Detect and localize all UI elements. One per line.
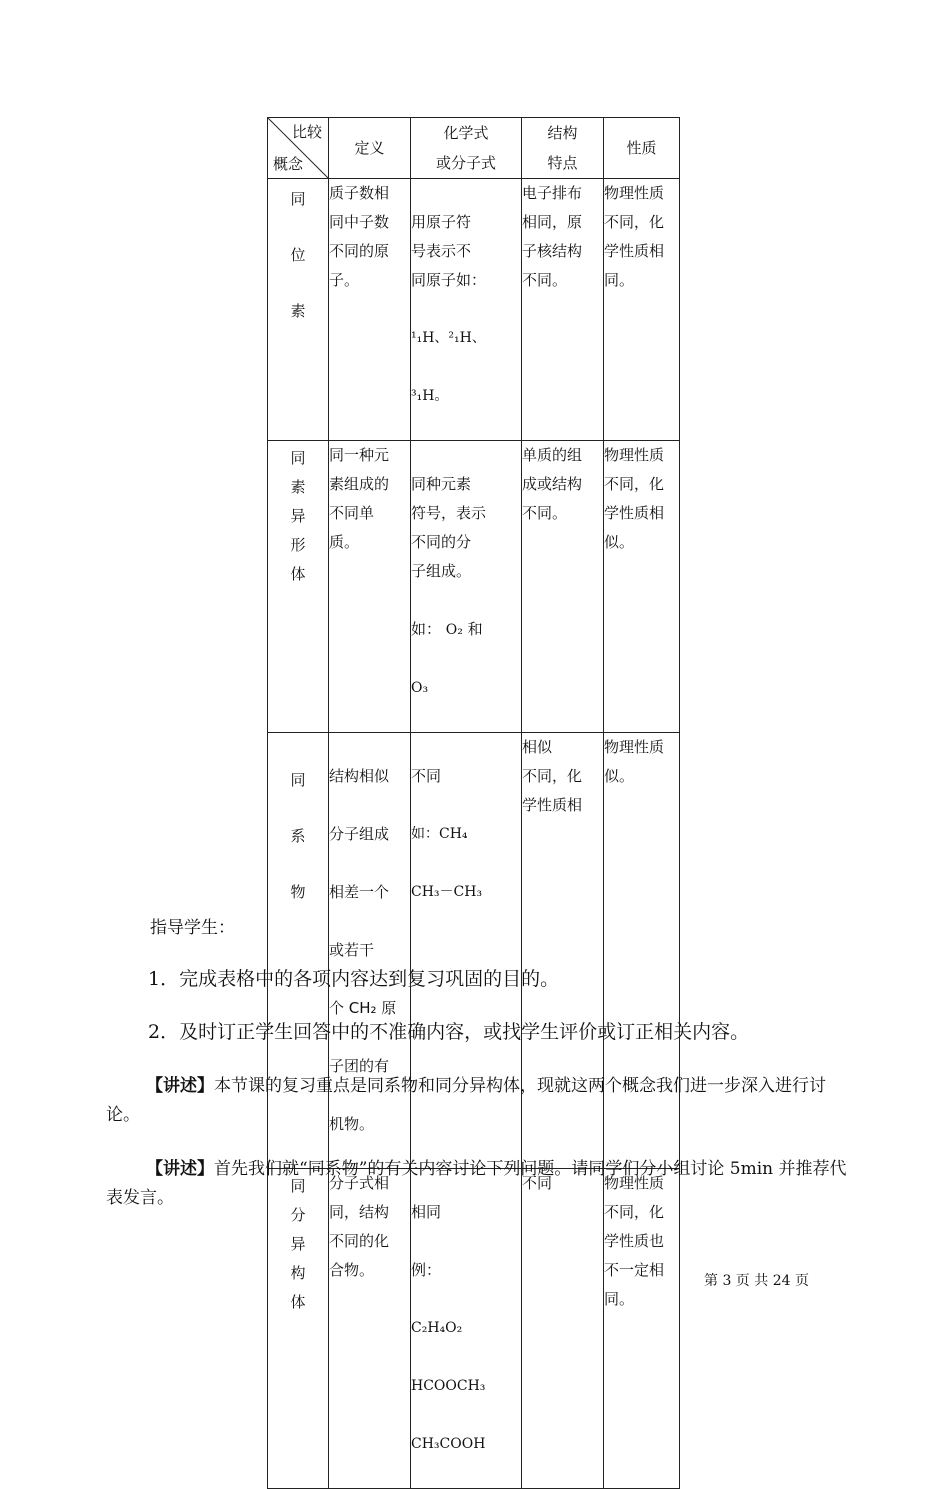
- corner-label-concept: 概念: [273, 155, 304, 173]
- concept-comparison-table: [267, 117, 680, 1489]
- isomer-structure: 不同: [522, 1169, 604, 1489]
- header-formula: 化学式 或分子式: [411, 118, 522, 179]
- guide-item-2: 2．及时订正学生回答中的不准确内容，或找学生评价或订正相关内容。: [148, 1021, 750, 1043]
- isotope-definition: 质子数相 同中子数 不同的原 子。: [329, 179, 411, 441]
- isomer-definition: 分子式相 同，结构 不同的化 合物。: [329, 1169, 411, 1489]
- guide-heading: 指导学生：: [150, 918, 235, 938]
- row-header-homolog: 同 系 物: [268, 733, 329, 1169]
- isotope-symbols-line-2: ³₁H。: [411, 388, 449, 404]
- allotrope-example: 如： O₂ 和: [411, 620, 483, 638]
- table-corner-cell: [268, 118, 329, 179]
- allotrope-structure: 单质的组 成或结构 不同。: [522, 441, 604, 733]
- table-row-isotope: [268, 179, 680, 441]
- isotope-property: 物理性质 不同，化 学性质相 同。: [604, 179, 680, 441]
- homolog-property: 物理性质 似。: [604, 733, 680, 1169]
- homolog-structure: 相似 不同，化 学性质相: [522, 733, 604, 1169]
- paragraph-text: 首先我们就“同系物”的有关内容讨论下列问题。请同学们分小组讨论 5min 并推荐代表发言。: [106, 1159, 847, 1208]
- paragraph-lead: 【讲述】: [146, 1076, 214, 1096]
- allotrope-formula: 同种元素 符号，表示 不同的分 子组成。 如： O₂ 和 O₃: [411, 441, 522, 733]
- lecture-paragraph-1: [106, 1072, 851, 1130]
- table-header-row: [268, 118, 680, 179]
- table-row-isomer: [268, 1169, 680, 1489]
- homolog-formula: 不同 如：CH₄ CH₃－CH₃: [411, 733, 522, 1169]
- isomer-property: 物理性质 不同，化 学性质也 不一定相 同。: [604, 1169, 680, 1489]
- isotope-formula: 用原子符 号表示不 同原子如： ¹₁H、²₁H、 ³₁H。: [411, 179, 522, 441]
- isotope-structure: 电子排布 相同，原 子核结构 不同。: [522, 179, 604, 441]
- isomer-formula: 相同 例： C₂H₄O₂ HCOOCH₃ CH₃COOH: [411, 1169, 522, 1489]
- paragraph-lead: 【讲述】: [146, 1159, 214, 1179]
- allotrope-definition: 同一种元 素组成的 不同单 质。: [329, 441, 411, 733]
- homolog-definition: 结构相似 分子组成 相差一个 或若干 个 CH₂ 原 子团的有 机物。: [329, 733, 411, 1169]
- lecture-paragraph-2: [106, 1155, 851, 1213]
- row-header-allotrope: 同 素 异 形 体: [268, 441, 329, 733]
- header-property: 性质: [604, 118, 680, 179]
- corner-label-compare: 比较: [291, 123, 322, 141]
- table-row-allotrope: [268, 441, 680, 733]
- paragraph-text: 本节课的复习重点是同系物和同分异构体，现就这两个概念我们进一步深入进行讨论。: [106, 1076, 826, 1125]
- guide-item-1: 1．完成表格中的各项内容达到复习巩固的目的。: [148, 968, 560, 990]
- row-header-isomer: 同 分 异 构 体: [268, 1169, 329, 1489]
- isotope-symbols-line-1: ¹₁H、²₁H、: [411, 330, 486, 346]
- row-header-isotope: 同 位 素: [268, 179, 329, 441]
- allotrope-property: 物理性质 不同，化 学性质相 似。: [604, 441, 680, 733]
- header-definition: 定义: [329, 118, 411, 179]
- header-structure: 结构 特点: [522, 118, 604, 179]
- page-footer: 第 3 页 共 24 页: [704, 1273, 809, 1289]
- allotrope-example-ozone: O₃: [411, 680, 429, 696]
